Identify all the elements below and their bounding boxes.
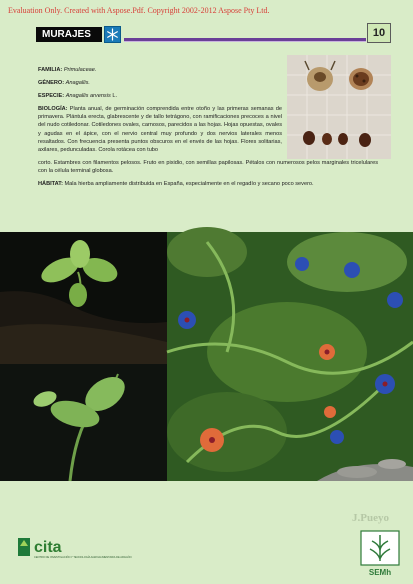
seedling-photo-top <box>0 232 167 364</box>
genero-label: GÉNERO: <box>38 80 65 87</box>
familia-line <box>38 66 378 74</box>
biologia-text: Planta anual, de germinación comprendida entre otoño y las primeras semanas de primavera. Plántula erecta, glabrescente y de tallo tetrágono, con ramificaciones precoces a nivel del nudo cotiledonar. Cotiledones ovales, carnosos, parecidos a las hojas. Hojas opuestas, ovales y agudas en el ápice, con el nervio central muy profundo y dos nervios laterales menos resaltados. Con frecuencia presenta puntos obscuros en el envés de las hojas. Flores solitarias, axilares, pedunculadas. Corola rotácea con tubo <box>38 106 282 153</box>
author-signature: J.Pueyo <box>352 512 389 524</box>
biologia-continuation: corto. Estambres con filamentos pelosos. Fruto en pixidio, con semillas papilosas. Pétalos con numerosos pelos marginales tricelulares con la célula terminal globosa. <box>38 159 378 174</box>
especie-line <box>38 92 378 100</box>
genero-line <box>38 79 378 87</box>
section-title: MURAJES <box>36 27 102 42</box>
watermark-text: Evaluation Only. Created with Aspose.Pdf. Copyright 2002-2012 Aspose Pty Ltd. <box>8 6 270 15</box>
cita-logo <box>16 532 132 566</box>
seedling-photo-bottom <box>0 364 167 481</box>
cita-logo-text: cita <box>34 539 62 556</box>
page-number: 10 <box>367 23 391 43</box>
semh-logo <box>356 529 404 579</box>
biologia-label: BIOLOGÍA: <box>38 106 68 113</box>
genero-value: Anagallis. <box>65 80 90 87</box>
cita-logo-subtext: CENTRO DE INVESTIGACIÓN Y TECNOLOGÍA AGROALIMENTARIA DE ARAGÓN <box>34 556 132 559</box>
especie-label: ESPECIE: <box>38 93 65 100</box>
especie-value: Anagallis arvensis <box>65 93 111 100</box>
biologia-paragraph <box>38 105 282 154</box>
familia-label: FAMILIA: <box>38 67 63 73</box>
description-block <box>38 66 378 193</box>
flowers-photo <box>167 232 413 481</box>
semh-logo-text: SEMh <box>368 568 392 577</box>
especie-author: L. <box>110 93 118 100</box>
familia-value: Primulaceae. <box>63 67 97 73</box>
snowflake-icon <box>104 26 121 43</box>
habitat-paragraph <box>38 180 378 188</box>
habitat-label: HÁBITAT: <box>38 181 63 188</box>
header-rule-light <box>124 41 366 42</box>
habitat-text: Mala hierba ampliamente distribuida en España, especialmente en el regadío y secano poco severo. <box>62 181 314 188</box>
